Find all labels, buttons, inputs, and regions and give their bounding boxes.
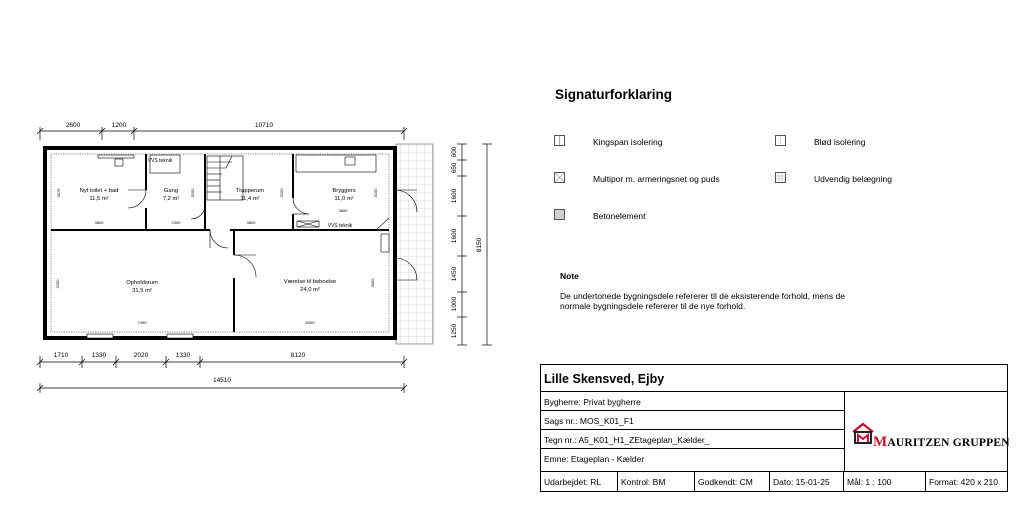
legend-multipor-label: Multipor m. armeringsnet og puds [593, 174, 720, 184]
dim-right-5: 1450 [451, 266, 458, 282]
soft-insulation-swatch [775, 135, 786, 146]
dim-right-3: 1600 [451, 188, 458, 204]
dim-overall-width: 14510 [212, 377, 232, 384]
note-text: De undertonede bygningsdele refererer til de eksisterende forhold, mens de normale bygningsdele refererer til de nye forhold. [560, 291, 845, 311]
room-width-vaerelse: 6000 [305, 320, 315, 325]
room-name-trapperum: Trapperum [235, 188, 265, 194]
room-area-gang: 7,2 m² [162, 196, 180, 202]
room-width-gang: 2300 [171, 220, 181, 225]
tegn-nr-row: Tegn nr.: A5_K01_H1_ZEtageplan_Kælder_ [541, 430, 844, 449]
room-area-opholdsrum: 31,5 m² [132, 288, 152, 294]
floor-plan [0, 0, 530, 400]
room-area-trapperum: 11,4 m² [240, 196, 260, 202]
dim-overall-height: 8150 [476, 237, 483, 253]
dim-right-2: 650 [451, 162, 458, 174]
project-title: Lille Skensved, Ejby [541, 365, 1007, 392]
dim-bottom-4: 1330 [175, 352, 191, 359]
note-title: Note [560, 271, 579, 281]
room-name-toilet: Nyt toilet + bad [79, 188, 119, 194]
room-height-gang: 3150 [190, 188, 195, 198]
udarbejdet-cell: Udarbejdet: RL [541, 472, 618, 491]
godkendt-cell: Godkendt: CM [695, 472, 770, 491]
room-area-toilet: 11,5 m² [89, 196, 109, 202]
room-height-bryggers: 3150 [373, 188, 378, 198]
house-logo-icon [851, 422, 875, 444]
dato-cell: Dato: 15-01-25 [770, 472, 844, 491]
room-area-vaerelse: 24,0 m² [300, 287, 320, 293]
kingspan-swatch [554, 135, 565, 146]
room-width-bryggers: 3600 [338, 208, 348, 213]
legend-concrete-label: Betonelement [593, 211, 646, 221]
company-logo-text: MAURITZEN GRUPPEN [873, 434, 1010, 450]
legend-soft-label: Blød isolering [814, 137, 866, 147]
kontrol-cell: Kontrol: BM [618, 472, 695, 491]
fixtures [87, 155, 389, 338]
room-width-trapperum: 3600 [246, 220, 256, 225]
maal-cell: Mål: 1 : 100 [844, 472, 926, 491]
dim-bottom-1: 1710 [53, 352, 69, 359]
room-height-opholdsrum: 4200 [55, 279, 60, 289]
room-width-toilet: 3800 [94, 220, 104, 225]
legend-kingspan-label: Kingspan isolering [593, 137, 663, 147]
title-block [540, 364, 1008, 492]
room-name-bryggers: Bryggers [332, 188, 356, 194]
multipor-swatch [554, 172, 565, 183]
doors [128, 190, 417, 280]
dim-top-3: 10710 [254, 122, 274, 129]
format-cell: Format: 420 x 210 [929, 477, 998, 487]
dim-bottom-3: 2020 [133, 352, 149, 359]
room-height-vaerelse: 4000 [370, 278, 375, 288]
room-height-toilet: 3075 [56, 188, 61, 198]
room-height-trapperum: 3150 [279, 188, 284, 198]
dim-bottom-2: 1330 [91, 352, 107, 359]
paving-swatch [775, 172, 786, 183]
dim-right-7: 1250 [451, 323, 458, 339]
legend-title: Signaturforklaring [555, 87, 673, 102]
legend-paving-label: Udvendig belægning [814, 174, 892, 184]
dim-top-1: 2600 [65, 122, 81, 129]
room-name-opholdsrum: Opholdsrum [126, 280, 158, 286]
vvs-label-2: VVS teknik [327, 223, 353, 229]
dim-bottom-5: 8120 [290, 352, 306, 359]
terrace-paving [396, 144, 433, 344]
emne-row: Emne: Etageplan - Kælder [541, 449, 844, 472]
bygherre-row: Bygherre: Privat bygherre [541, 392, 844, 411]
concrete-swatch [554, 209, 565, 220]
logo-box [844, 392, 1010, 472]
dim-right-6: 1000 [451, 296, 458, 312]
room-width-opholdsrum: 7490 [137, 320, 147, 325]
vvs-label-1: VVS teknik [147, 158, 173, 164]
room-name-gang: Gang [163, 188, 179, 194]
dim-top-2: 1200 [111, 122, 127, 129]
sags-nr-row: Sags nr.: MOS_K01_F1 [541, 411, 844, 430]
dim-right-4: 1600 [451, 228, 458, 244]
room-area-bryggers: 11,0 m² [334, 196, 354, 202]
room-name-vaerelse: Værelse til beboelse [283, 279, 337, 285]
dim-right-1: 600 [451, 146, 458, 158]
